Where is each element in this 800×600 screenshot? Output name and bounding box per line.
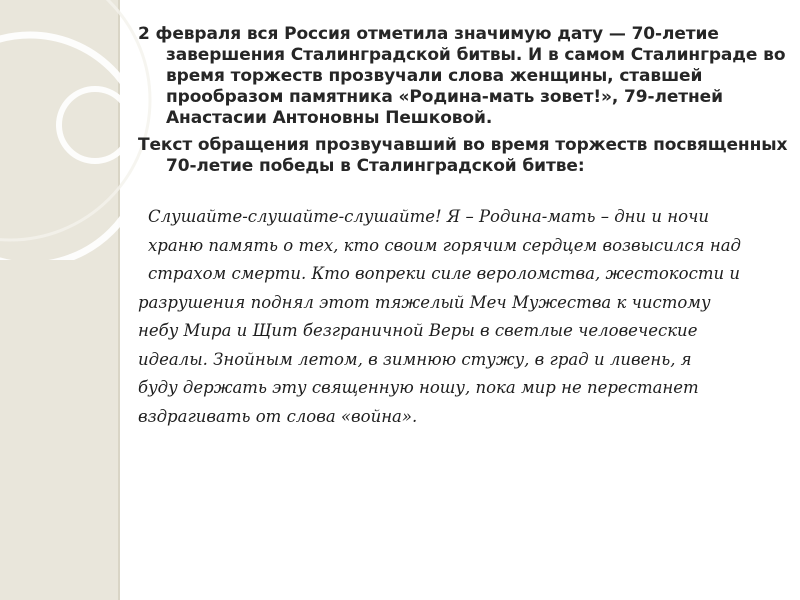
address-intro-paragraph: Текст обращения прозвучавший во время торжеств посвященных 70-летие победы в Сталинградской битве: — [138, 135, 788, 176]
intro-paragraph: 2 февраля вся Россия отметила значимую дату — 70-летие завершения Сталинградской битвы. И в самом Сталинграде во время торжеств прозвучали слова женщины, ставшей прообразом памятника «Родина-мать зовет!», 79-летней Анастасии Антоновны Пешковой. — [138, 24, 786, 128]
quote-line: вздрагивать от слова «война». — [138, 406, 418, 426]
quote-line: Слушайте-слушайте-слушайте! Я – Родина-мать – дни и ночи — [148, 207, 709, 226]
slide-content — [138, 24, 788, 431]
quote-line: идеалы. Знойным летом, в зимнюю стужу, в град и ливень, я — [138, 349, 692, 369]
quote-line: буду держать эту священную ношу, пока мир не перестанет — [138, 378, 699, 397]
deco-circle-small — [59, 89, 131, 161]
quote-line: храню память о тех, кто своим горячим сердцем возвысился над — [148, 235, 742, 255]
quote-line: небу Мира и Щит безграничной Веры в светлые человеческие — [138, 321, 698, 340]
quote-line: разрушения поднял этот тяжелый Меч Мужества к чистому — [138, 292, 711, 312]
quote-block — [138, 203, 788, 431]
quote-line: страхом смерти. Кто вопреки силе вероломства, жестокости и — [148, 264, 740, 283]
decorative-circles — [0, 0, 160, 260]
